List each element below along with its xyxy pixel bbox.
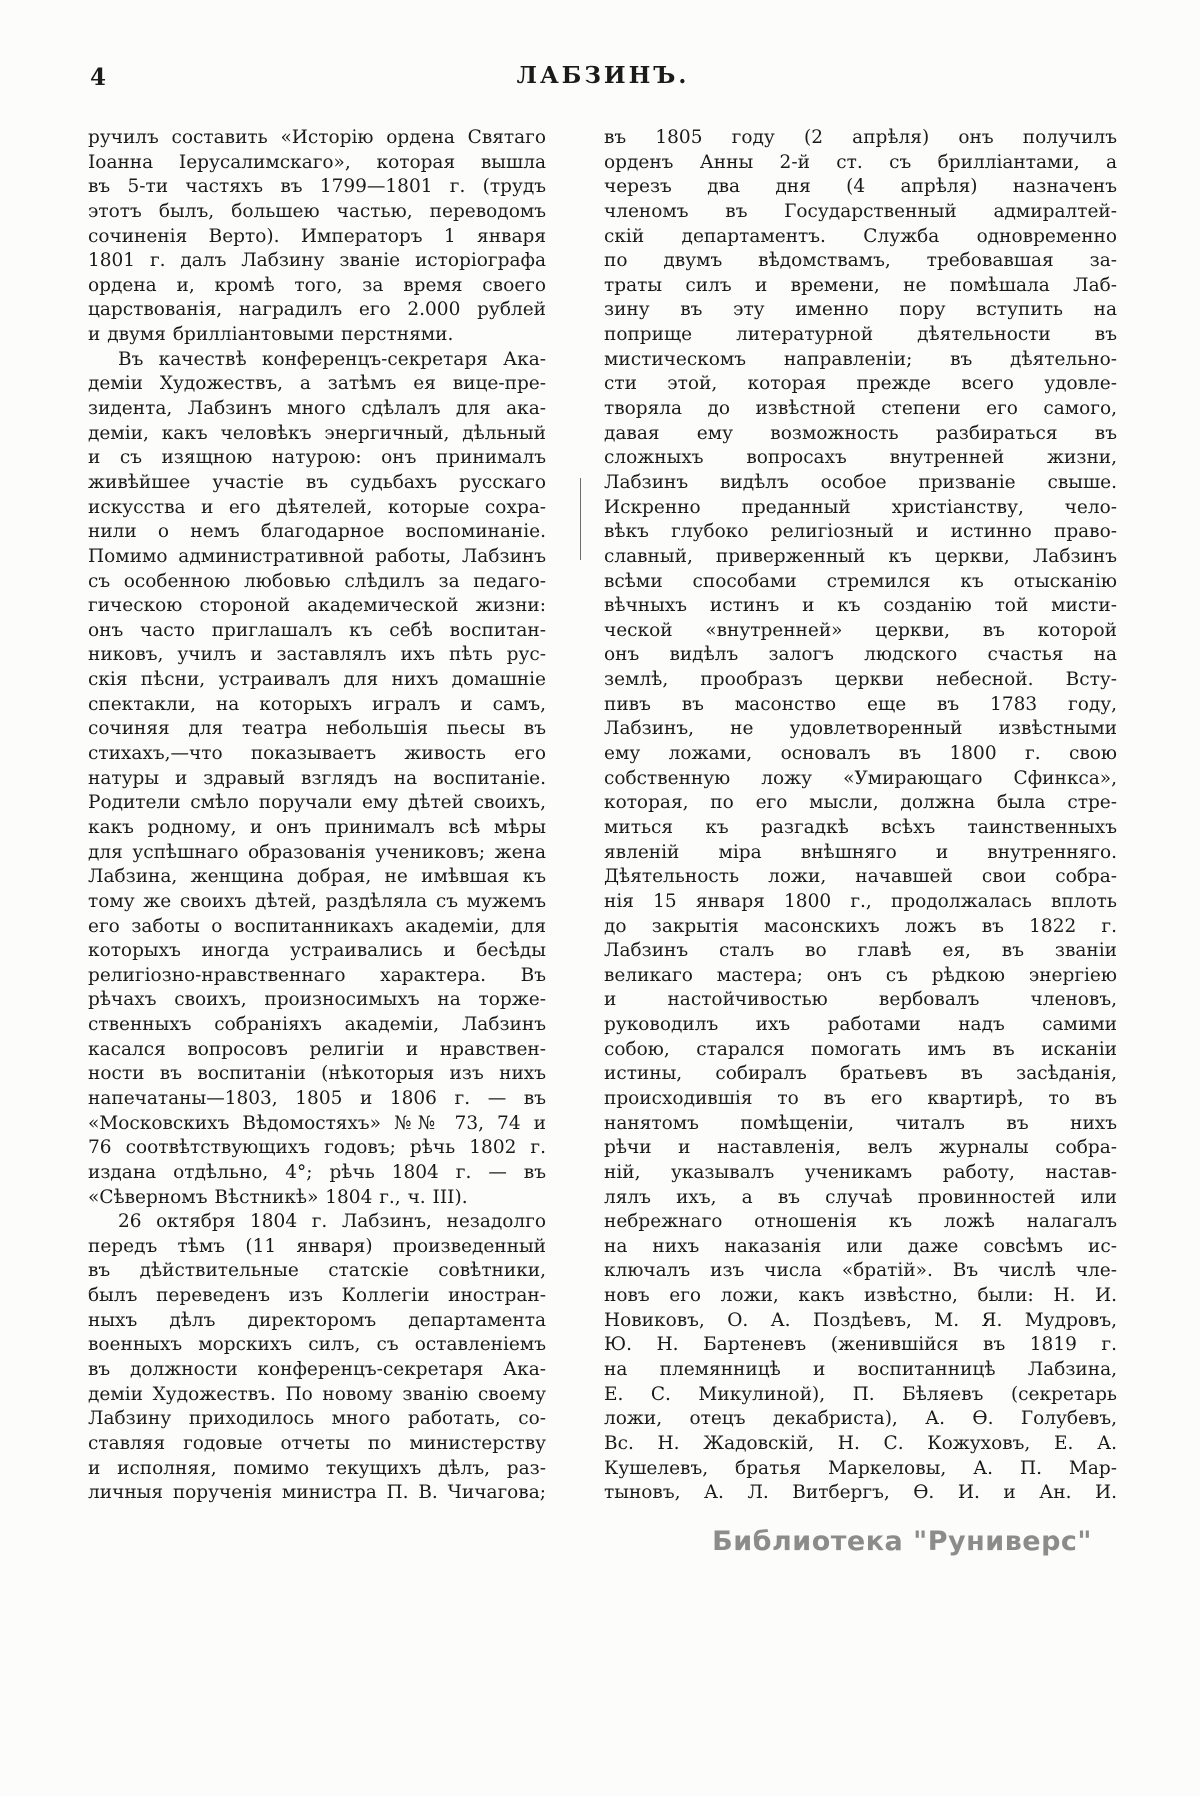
text-line: всѣми способами стремился къ отысканію	[604, 570, 1117, 592]
text-line: въ 1805 году (2 апрѣля) онъ получилъ	[604, 127, 1117, 148]
text-line: передъ тѣмъ (11 января) произведенный	[88, 1235, 546, 1257]
text-line: руководилъ ихъ работами надъ самими	[604, 1014, 1117, 1036]
text-line: издана отдѣльно, 4°; рѣчь 1804 г. — въ	[88, 1161, 546, 1183]
text-line: этотъ былъ, большею частью, переводомъ	[88, 200, 546, 222]
text-line: зидента, Лабзинъ много сдѣлалъ для ака-	[88, 398, 546, 420]
text-line: зину въ эту именно пору вступить на	[604, 299, 1117, 321]
text-line: землѣ, прообразъ церкви небесной. Всту-	[604, 669, 1117, 691]
text-line: Новиковъ, О. А. Поздѣевъ, М. Я. Мудровъ,	[604, 1309, 1117, 1331]
text-line: военныхъ морскихъ силъ, съ оставленіемъ	[88, 1334, 546, 1356]
text-line: какъ родному, и онъ принималъ всѣ мѣры	[88, 816, 546, 838]
text-line: «Сѣверномъ Вѣстникѣ» 1804 г., ч. III).	[88, 1186, 468, 1208]
text-line: ныхъ дѣлъ директоромъ департамента	[88, 1309, 546, 1331]
text-line: въ должности конференцъ-секретаря Ака-	[88, 1359, 546, 1381]
text-line: скія пѣсни, устраивалъ для нихъ домашніе	[88, 669, 546, 691]
text-line: Лабзину приходилось много работать, со-	[88, 1408, 546, 1430]
text-line: деміи Художествъ, а затѣмъ ея вице-пре-	[88, 373, 546, 395]
text-line: сти этой, которая прежде всего удовле-	[604, 373, 1117, 395]
text-line: царствованія, наградилъ его 2.000 рублей	[88, 299, 546, 321]
text-line: на племянницѣ и воспитанницѣ Лабзина,	[604, 1359, 1117, 1381]
text-line: тыновъ, А. Л. Витбергъ, Ѳ. И. и Ан. И.	[604, 1482, 1117, 1504]
text-line: Ю. Н. Бартеневъ (женившійся въ 1819 г.	[604, 1334, 1117, 1356]
text-line: творяла до извѣстной степени его самого,	[604, 398, 1117, 420]
text-line: деміи Художествъ. По новому званію своему	[88, 1383, 546, 1405]
text-line: онъ видѣлъ залогъ людского счастья на	[604, 644, 1117, 666]
text-line: ставляя годовые отчеты по министерству	[88, 1432, 546, 1454]
text-line: нія 15 января 1800 г., продолжалась вплоть	[604, 890, 1117, 912]
text-line: спектакли, на которыхъ игралъ и самъ,	[88, 693, 546, 715]
text-line: и настойчивостью вербовалъ членовъ,	[604, 989, 1117, 1011]
text-line: мистическомъ направленіи; въ дѣятельно-	[604, 348, 1117, 370]
text-line: никовъ, училъ и заставлялъ ихъ пѣть рус-	[88, 644, 546, 666]
text-line: въ дѣйствительные статскіе совѣтники,	[88, 1260, 546, 1282]
text-line: тому же своихъ дѣтей, раздѣляла съ мужемъ	[88, 890, 546, 912]
text-line: ній, указывалъ ученикамъ работу, настав-	[604, 1161, 1117, 1183]
text-line: сложныхъ вопросахъ внутренней жизни,	[604, 447, 1117, 469]
text-line: Въ качествѣ конференцъ-секретаря Ака-	[118, 348, 546, 370]
text-line: новъ его ложи, какъ извѣстно, были: Н. И.	[604, 1285, 1117, 1307]
text-line: Помимо административной работы, Лабзинъ	[88, 545, 546, 567]
text-line: миться къ разгадкѣ всѣхъ таинственныхъ	[604, 816, 1117, 838]
text-line: и двумя брилліантовыми перстнями.	[88, 324, 454, 346]
column-divider-artifact	[580, 478, 581, 560]
text-line: для успѣшнаго образованія учениковъ; жена	[88, 841, 546, 863]
text-line: ческой «внутренней» церкви, въ которой	[604, 619, 1117, 641]
text-line: рѣчи и наставленія, велъ журналы собра-	[604, 1137, 1117, 1159]
text-line: Лабзинъ видѣлъ особое призваніе свыше.	[604, 471, 1117, 493]
text-line: давая ему возможность разбираться въ	[604, 422, 1117, 444]
text-line: деміи, какъ человѣкъ энергичный, дѣльный	[88, 422, 546, 444]
text-line: гическою стороной академической жизни:	[88, 595, 546, 617]
text-line: которыхъ иногда устраивались и бесѣды	[88, 940, 546, 962]
text-line: траты силъ и времени, не помѣшала Лаб-	[604, 274, 1117, 296]
text-line: черезъ два дня (4 апрѣля) назначенъ	[604, 176, 1117, 198]
text-line: религіозно-нравственнаго характера. Въ	[88, 964, 546, 986]
text-line: вѣчныхъ истинъ и къ созданію той мисти-	[604, 595, 1117, 617]
text-line: Е. С. Микулиной), П. Бѣляевъ (секретарь	[604, 1383, 1117, 1405]
text-line: небрежнаго отношенія къ ложѣ налагалъ	[604, 1211, 1117, 1233]
text-line: великаго мастера; онъ съ рѣдкою энергіею	[604, 964, 1117, 986]
text-line: нанятомъ помѣщеніи, читалъ въ нихъ	[604, 1112, 1117, 1134]
text-line: собою, старался помогать имъ въ исканіи	[604, 1038, 1117, 1060]
text-line: Дѣятельность ложи, начавшей свои собра-	[604, 866, 1117, 888]
text-line: живѣйшее участіе въ судьбахъ русскаго	[88, 471, 546, 493]
text-line: напечатаны—1803, 1805 и 1806 г. — въ	[88, 1087, 546, 1109]
text-line: скій департаментъ. Служба одновременно	[604, 225, 1117, 247]
text-line: до закрытія масонскихъ ложъ въ 1822 г.	[604, 915, 1117, 937]
page-number: 4	[90, 64, 107, 91]
text-line: происходившія то въ его квартирѣ, то въ	[604, 1087, 1117, 1109]
text-line: и исполняя, помимо текущихъ дѣлъ, раз-	[88, 1457, 546, 1479]
text-line: Лабзинъ, не удовлетворенный извѣстными	[604, 718, 1117, 740]
text-line: ложи, отецъ декабриста), А. Ѳ. Голубевъ,	[604, 1408, 1117, 1430]
text-line: былъ переведенъ изъ Коллегіи иностран-	[88, 1285, 546, 1307]
text-line: Іоанна Іерусалимскаго», которая вышла	[88, 151, 546, 173]
text-line: «Московскихъ Вѣдомостяхъ» №№ 73, 74 и	[88, 1112, 546, 1134]
text-line: лялъ ихъ, а въ случаѣ провинностей или	[604, 1186, 1117, 1208]
text-line: и съ изящною натурою: онъ принималъ	[88, 447, 546, 469]
text-line: Лабзина, женщина добрая, не имѣвшая къ	[88, 866, 546, 888]
text-line: славный, приверженный къ церкви, Лабзинъ	[604, 545, 1117, 567]
text-line: орденъ Анны 2-й ст. съ брилліантами, а	[604, 151, 1117, 173]
text-line: сочиненія Верто). Императоръ 1 января	[88, 225, 546, 247]
page-header-title: ЛАБЗИНЪ.	[516, 62, 690, 89]
text-line: Искренно преданный христіанству, чело-	[604, 496, 1117, 518]
text-line: 1801 г. далъ Лабзину званіе исторіографа	[88, 250, 546, 272]
text-line: Кушелевъ, братья Маркеловы, А. П. Мар-	[604, 1457, 1117, 1479]
text-line: Вс. Н. Жадовскій, Н. С. Кожуховъ, Е. А.	[604, 1432, 1117, 1454]
text-line: ности въ воспитаніи (нѣкоторыя изъ нихъ	[88, 1063, 546, 1085]
text-line: по двумъ вѣдомствамъ, требовавшая за-	[604, 250, 1117, 272]
text-line: 26 октября 1804 г. Лабзинъ, незадолго	[118, 1211, 546, 1233]
library-watermark: Библиотека "Руниверс"	[712, 1526, 1092, 1557]
text-line: пивъ въ масонство еще въ 1783 году,	[604, 693, 1117, 715]
text-line: явленій міра внѣшняго и внутренняго.	[604, 841, 1117, 863]
text-line: съ особенною любовью слѣдилъ за педаго-	[88, 570, 546, 592]
text-line: стихахъ,—что показываетъ живость его	[88, 743, 546, 765]
text-line: ордена и, кромѣ того, за время своего	[88, 274, 546, 296]
text-line: ему ложами, основалъ въ 1800 г. свою	[604, 743, 1117, 765]
text-line: ручилъ составить «Исторію ордена Святаго	[88, 127, 546, 148]
text-line: Лабзинъ сталъ во главѣ ея, въ званіи	[604, 940, 1117, 962]
text-line: ключалъ изъ числа «братій». Въ числѣ чле-	[604, 1260, 1117, 1282]
text-line: въ 5-ти частяхъ въ 1799—1801 г. (трудъ	[88, 176, 546, 198]
text-line: сочиняя для театра небольшія пьесы въ	[88, 718, 546, 740]
text-line: личныя порученія министра П. В. Чичагова;	[88, 1482, 546, 1504]
text-line: касался вопросовъ религіи и нравствен-	[88, 1038, 546, 1060]
text-line: которая, по его мысли, должна была стре-	[604, 792, 1117, 814]
text-line: вѣкъ глубоко религіозный и истинно право-	[604, 521, 1117, 543]
text-line: Родители смѣло поручали ему дѣтей своихъ,	[88, 792, 546, 814]
text-line: 76 соотвѣтствующихъ годовъ; рѣчь 1802 г.	[88, 1137, 546, 1159]
text-column-right	[604, 126, 1117, 1506]
text-line: членомъ въ Государственный адмиралтей-	[604, 200, 1117, 222]
text-line: нили о немъ благодарное воспоминаніе.	[88, 521, 546, 543]
text-line: ственныхъ собраніяхъ академіи, Лабзинъ	[88, 1014, 546, 1036]
text-line: на нихъ наказанія или даже совсѣмъ ис-	[604, 1235, 1117, 1257]
text-line: его заботы о воспитанникахъ академіи, для	[88, 915, 546, 937]
text-line: натуры и здравый взглядъ на воспитаніе.	[88, 767, 546, 789]
text-line: рѣчахъ своихъ, произносимыхъ на торже-	[88, 989, 546, 1011]
text-line: искусства и его дѣятелей, которые сохра-	[88, 496, 546, 518]
text-line: поприще литературной дѣятельности въ	[604, 324, 1117, 346]
text-line: онъ часто приглашалъ къ себѣ воспитан-	[88, 619, 546, 641]
text-column-left	[88, 126, 546, 1506]
text-line: истины, собиралъ братьевъ въ засѣданія,	[604, 1063, 1117, 1085]
text-line: собственную ложу «Умирающаго Сфинкса»,	[604, 767, 1117, 789]
